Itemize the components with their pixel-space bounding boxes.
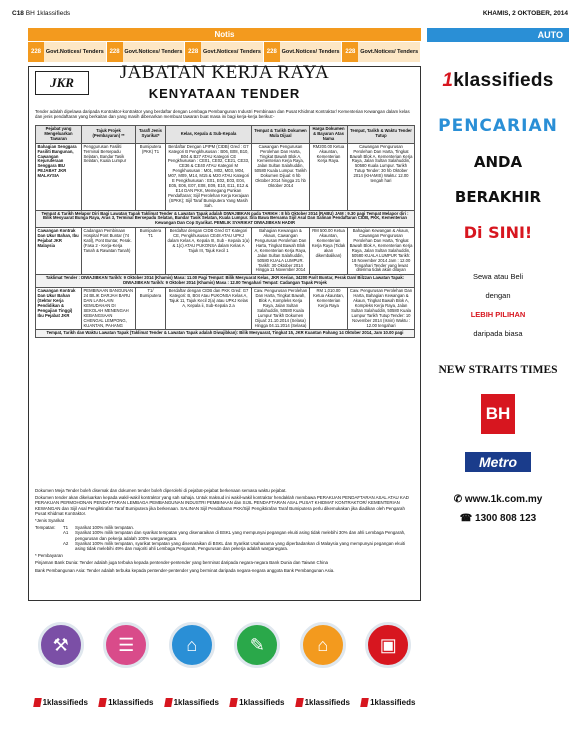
notice-subtitle: KENYATAAN TENDER (148, 86, 301, 101)
house-icon: ⌂ (300, 622, 346, 668)
cell-place: Caw. Pengurusan Perolehan Dan Harta, Tingkat Bawah, Blok A, Kompleks Kerja Raya, Jalan Sultan Salahuddin, 50580 Kuala Lumpur Tarikh Dokumen Dijual: 21.10.2014 (Selasa) Hingga 04.11.2014 (Selasa) (252, 288, 310, 330)
cell-close: Caw. Pengurusan Perolehan Dan Harta, Bahagian Kewangan & Akaun, Tingkat Bawah Blok A, Kompleks Kerja Raya, Jalan Sultan Salahuddin, 50580 Kuala Lumpur Tarikh Tutup Tender: 10 November 2014 (Isnin) Waktu : 12.00 tengahari (348, 288, 415, 330)
cell-project: Penggurusan Fasiliti Terminal Bersepadu Selatan, Bandar Tasik Selatan, Kuala Lumpur (82, 143, 136, 210)
category-number: 228 (342, 42, 358, 62)
klassifieds-logo: 1klassifieds (361, 698, 415, 707)
jenis-code: A1 (63, 530, 69, 536)
category-item[interactable] (107, 42, 185, 62)
column-header: Harga Dokumen & Bayaran Atas Nama (310, 126, 348, 144)
category-label: Govt.Notices/ Tenders (358, 42, 420, 62)
cell-status: Bumiputera (PKK) T1 (136, 143, 166, 210)
cell-status: Bumiputera T1 (136, 228, 166, 275)
footer-tile[interactable] (225, 612, 291, 722)
klassifieds-logo: 1klassifieds (34, 698, 88, 707)
tools-icon: ⚒ (38, 622, 84, 668)
jenis-title: *Jenis Syarikat (35, 518, 65, 524)
footer-tile[interactable] (356, 612, 422, 722)
ad-headline: Di SINI! (463, 223, 533, 242)
phone-number[interactable]: ☎ 1300 808 123 (459, 513, 537, 524)
category-label: Govt.Notices/ Tenders (123, 42, 185, 62)
ad-text-highlight: LEBIH PILIHAN (470, 310, 526, 319)
pembayaran-title: * Pembayaran (35, 553, 63, 559)
clipboard-icon: ☰ (103, 622, 149, 668)
ad-headline: BERAKHIR (454, 188, 542, 206)
category-label: Govt.Notices/ Tenders (280, 42, 342, 62)
cell-close: Cawangan Pengurusan Perolehan Dan Harta, Tingkat Bawah Blok A, Kementerian Kerja Raya, Jalan Sultan Salahuddin, 50580 Kuala Lumpur. Tarikh Tutup Tender: 30 hb Oktober 2014 (KHAMIS) Waktu: 12.00 tengah hari (348, 143, 415, 210)
klassifieds-logo: 1klassifieds (99, 698, 153, 707)
jenis-item (35, 530, 414, 540)
category-number: 228 (28, 42, 44, 62)
jenis-scope: Tempatan: (35, 525, 56, 531)
sidebar-ad (427, 28, 569, 728)
cell-project: PEMBINAAN BANGUNAN 24 BILIK DARJAH BARU DAN LAIN-LAIN KEMUDAHAN DI SEKOLAH MENENGAH KEBANGSAAN CHENGAL LEMPONG, KUANTAN, PAHANG (82, 288, 136, 330)
bh-logo: BH (481, 394, 515, 434)
page-date: KHAMIS, 2 OKTOBER, 2014 (482, 9, 568, 17)
table-row (36, 228, 415, 275)
tender-notice (28, 62, 421, 601)
cell-class: Berdaftar dengan CIDB dan PKK Gred: G7 Kategori: B, B04 Atau PUKONSA Kelas A, Tajuk 11, Tajuk Kecil 2(a) atau UPKJ Kelas A, Kepala ii, Sub-Kepala 2.a (166, 288, 252, 330)
jenis-text: Syarikat 100% milik tempatan, syarikat tempatan yang disenaraikan di BSKL dan Syarikat Usahasama yang diperbadankan di Malaysia yang mempunyai pegangan ekuiti asing tidak melebihi 49% dan majoriti ahli Lembaga Pengarah, Pengurusan dan pekerja adalah warganegara. (75, 540, 406, 552)
notice-notes (35, 488, 414, 575)
category-item[interactable] (264, 42, 342, 62)
klassifieds-logo: 1klassifieds (165, 698, 219, 707)
cell-class: Berdaftar dengan CIDB Gred G7 Kategori CE, Pengkhususan CE48 ATAU UPKJ dalam Kelas A, Kepala III, Sub - Kepala 1(a) & 1(c) ATAU PUKONSA dalam Kelas A Tajuk III, Tajuk Kecil 1 (166, 228, 252, 275)
contact-info (427, 494, 569, 524)
jenis-item (35, 541, 414, 551)
footer-tile[interactable] (94, 612, 160, 722)
category-number: 228 (107, 42, 123, 62)
phone-icon: ☎ (459, 513, 476, 524)
klassifieds-logo: 1klassifieds (442, 70, 554, 91)
car-icon: ▣ (365, 622, 411, 668)
cell-status: T1/ Bumiputera (136, 288, 166, 330)
footer-tile[interactable] (159, 612, 225, 722)
desk-icon: ⌂ (169, 622, 215, 668)
column-header: Pejabat yang Mengeluarkan Tawaran (36, 126, 82, 144)
jenis-code: T1 (63, 525, 69, 531)
footer-icon-row (28, 612, 421, 722)
category-label: Govt.Notices/ Tenders (201, 42, 263, 62)
table-row (36, 143, 415, 210)
page-header-left: C18 BH 1klassifieds (12, 9, 71, 17)
ad-text: daripada biasa (473, 329, 523, 338)
jenis-text: Syarikat 100% milik tempatan. (75, 525, 135, 531)
cell-place: Bahagian Kewangan & Akaun, Cawangan Pengurusan Perolehan Dan Harta, Tingkat Bawah Blok A, Kementerian Kerja Raya, Jalan Sultan Salahuddin, 50580 KUALA LUMPUR. Tarikh: 30 Oktober 2014 Hingga 11 November 2014 (252, 228, 310, 275)
pembayaran-line: Bank Pembangunan Asia: Tender adalah terbuka kepada pentender-pentender yang berminat daripada negara-negara anggota Bank Pembangunan Asia. (35, 567, 335, 573)
note-paragraph: Dokumen tender akan dikeluarkan kepada wakil-wakil kontraktor yang sah sahaja. Untuk maksud ini wakil-wakil kontraktor hendaklah membawa PERAKUAN PENDAFTARAN ASAL ATAU KAD PERAKUAN PERMOHONAN PENDAFTARAN LEMBAGA PEMBANGUNAN INDUSTRI PEMBINAAN dan SIJIL PENDAFTARAN ASAL PUSAT KHIDMAT KONTRAKTOR/ KEMENTERIAN KEWANGAN dan Sijil Asal Pengiktirafan Taraf Bumiputera jika berkenaan. SALINAN Sijil Pendaftaran PKK/Sijil Pengiktirafan Taraf Bumiputera perlu dikemukakan jika diadikan oleh Pengarah Pusat Khidmat Kontraktor. (35, 495, 409, 516)
page-header (12, 8, 568, 18)
column-header: Tempat & Tarikh Dokumen Mula Dijual (252, 126, 310, 144)
category-label: Govt.Notices/ Tenders (44, 42, 106, 62)
cell-close: Bahagian Kewangan & Akaun, Cawangan Pengurusan Perolehan Dan Harta, Tingkat Bawah Blok A, Kementerian Kerja Raya, Jalan Sultan Salahuddin, 50580 KUALA LUMPUR Tarikh: 18 November 2014 Jam : 12.00 Tengahari Tender yang lewat diterima tidak akan dilayan (348, 228, 415, 275)
cell-office: Bahagian Senggara Fasiliti Bangunan, Cawangan Kejuruteraan Senggara IBU PEJABAT JKR MALAYSIA (36, 143, 82, 210)
column-header: Tajuk Projek (Pembayaran) ** (82, 126, 136, 144)
ad-text: Sewa atau Beli (472, 272, 524, 281)
notice-title: JABATAN KERJA RAYA (119, 62, 330, 83)
cell-place: Cawangan Pengurusan Perolehan Dan Harta, Tingkat Bawah Blok A, Kementerian Kerja Raya, Jalan Sultan Salahuddin, 50580 Kuala Lumpur. Tarikh Dokumen Dijual: 6 hb Oktober 2014 hingga 21 hb Oktober 2014 (252, 143, 310, 210)
metro-logo: Metro (465, 452, 531, 472)
column-header: Tempat, Tarikh & Waktu Tender Tutup (348, 126, 415, 144)
site-visit-note: Tempat & Tarikh Melapor Diri Bagi Lawatan Tapak Taklimat Tender & Lawatan Tapak adalah DIWAJIBKAN pada TARIKH : 8 hb Oktober 2014 (RABU) JAM : 9.30 pagi Tempat Melapor diri : Bilik Mesyuarat Bunga Raya, Aras 3, Terminal Bersepadu Selatan, Bandar Tasik Selatan, Kuala Lumpur. Sila Bawa Bersama Sijil Asal Dan Salinan Pendaftaran CIDB, PKK, Kementerian Kewangan Dan Cop Syarikat. PEMILIK SYARIKAT DIWAJIBKAN HADIR (36, 210, 415, 228)
pembayaran-line: Pinjaman Bank Dunia: Tender adalah juga terbuka kepada pentender-pentender yang berminat daripada negara-negara Bank Dunia dan Taiwan China (35, 560, 328, 566)
cell-price: RM200.00 Ketua Akauntan, Kementerian Kerja Raya. (310, 143, 348, 210)
footer-tile[interactable] (28, 612, 94, 722)
note-paragraph: Dokumen Meja Tender boleh disemak dan dokumen tender boleh diperolehi di pejabat-pejabat berkenaan semasa waktu pejabat. (35, 488, 287, 493)
ad-headline: ANDA (473, 153, 523, 171)
jenis-text: Syarikat 100% milik tempatan dan syarikat tempatan yang disenaraikan di BSKL yang mempunyai pegangan ekuiti asing tidak melebihi 30% dan ahli Lembaga Pengarah, pengurusan dan pekerja adalah 100% warganegara. (75, 530, 406, 541)
site-visit-note: Tempat, Tarikh dan Waktu Lawatan Tapak (Taklimat Tender & Lawatan Tapak adalah Diwajibkan): Bilik Mesyuarat, Tingkat 15, JKR Kuantan Pahang 14 Oktober 2014, Jam 10.00 pagi (36, 330, 415, 338)
category-item[interactable] (342, 42, 420, 62)
cell-office: Cawangan Kontrak Dan Ukur Bahan (Sektor Kerja Pendidikan & Pengajian Tinggi) Ibu Pejabat JKR (36, 288, 82, 330)
notice-intro: Tender adalah dipelawa daripada Kontraktor-kontraktor yang berdaftar dengan Lembaga Pembangunan Industri Pembinaan dan Pusat Khidmat Kontraktor/ Kementerian Kewangan dalam kelas dan jenis pendaftaran yang berkaitan dan yang masih dibenarkan membuat tawaran buat masa ini bagi kerja-kerja berikut:- (35, 109, 410, 120)
site-visit-note: Taklimat Tender : DIWAJIBKAN Tarikh: 9 Oktober 2014 (Khamis) Masa: 11.00 Pagi Tempat: Bilik Mesyuarat Kelas, JKR Kerian, 34200 Parit Buntar, Perak Dan/ Bilzzan Lawatan Tapak: DIWAJIBKAN Tarikh: 9 Oktober 2014 (Khamis) Masa : 12.00 Tengahari Tempat: Cadangan Tapak Projek (36, 275, 415, 288)
category-number: 228 (185, 42, 201, 62)
column-header: Taraf/ Jenis Syarikat* (136, 126, 166, 144)
auto-banner: AUTO (427, 28, 569, 42)
pen-icon: ✎ (234, 622, 280, 668)
table-row (36, 288, 415, 330)
footer-tile[interactable] (290, 612, 356, 722)
klassifieds-logo: 1klassifieds (230, 698, 284, 707)
notis-banner: Notis (28, 28, 421, 41)
cell-class: Berdaftar Dengan LPIPM (CIDB) Gred : G7 Kategori B Pengkhususan : B06, B08, B10, B04 & B27 ATAU Kategori CE Pengkhususan : CE01, CE02, CE21, CE33, CE36 & CE40 ATAU Kategori M Pengkhususan : M01, M02, M03, M04, M07, M09, M14, M15 & M20 ATAU Kategori E Pengkhususan : E01, E02, E03, E04, E05, E06, E07, E08, E09, E10, E11, E12 & E14 DAN PKK, Memegang Punkan Pendaftaran; Sijil Perolehan Kerja Kerajaan (SPKK); Sijil Taraf Bumiputera Yang Masih Sah. (166, 143, 252, 210)
website-link[interactable]: ✆ www.1k.com.my (453, 494, 543, 505)
category-item[interactable] (28, 42, 106, 62)
cell-office: Cawangan Kontrak Dan Ukur Bahan, Ibu Pejabat JKR Malaysia (36, 228, 82, 275)
category-number: 228 (264, 42, 280, 62)
jenis-code: A2 (63, 540, 69, 546)
whatsapp-icon: ✆ (453, 494, 465, 505)
table-header-row (36, 126, 415, 144)
ad-text: dengan (485, 291, 511, 300)
column-header: Kelas, Kepala & Sub-Kepala (166, 126, 252, 144)
category-item[interactable] (185, 42, 263, 62)
cell-price: RM 1,010.00 Ketua Akauntan, Kementerian Kerja Raya (310, 288, 348, 330)
jkr-logo: JKR (35, 71, 89, 95)
cell-project: Cadangan Pembinaan Hospital Pont Buntar (74 Katil), Pont Buntar, Perak. (Fasa 2 - Kerja-Kerja Tanah & Rawatan Tanah) (82, 228, 136, 275)
klassifieds-logo: 1klassifieds (296, 698, 350, 707)
ad-headline: PENCARIAN (438, 116, 558, 136)
nst-logo: NEW STRAITS TIMES (438, 364, 558, 376)
category-row (28, 42, 421, 62)
tender-table (35, 125, 415, 338)
cell-price: RM 500.00 Ketua Akauntan, Kementerian Kerja Raya (Tidak akan dikembalikan) (310, 228, 348, 275)
